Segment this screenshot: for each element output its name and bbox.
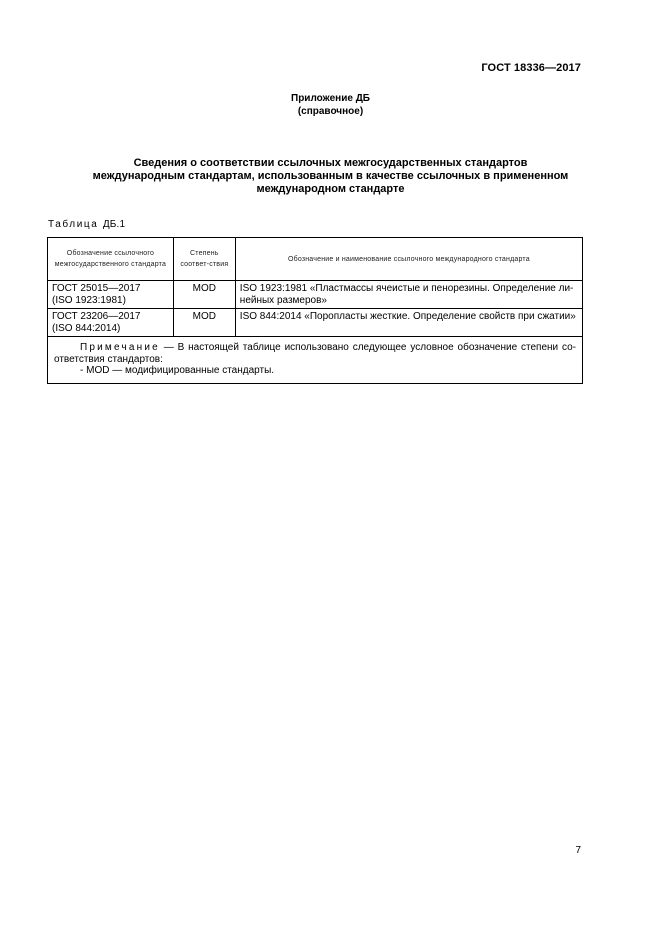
iso-equivalent: (ISO 844:2014) bbox=[52, 322, 121, 334]
column-header-gost: Обозначение ссылочного межгосударственного стандарта bbox=[48, 238, 174, 281]
annex-title: Приложение ДБ bbox=[291, 93, 370, 104]
table-row bbox=[48, 309, 583, 337]
table-caption bbox=[48, 219, 125, 230]
cell-gost bbox=[48, 281, 174, 309]
gost-designation: ГОСТ 25015—2017 bbox=[52, 283, 141, 294]
note-dash: — bbox=[159, 342, 178, 353]
note-text bbox=[54, 342, 576, 365]
annex-subtitle: (справочное) bbox=[297, 106, 364, 117]
cell-international: ISO 1923:1981 «Пластмассы ячеистые и пенорезины. Определение ли-нейных размеров» bbox=[235, 281, 582, 309]
cell-gost bbox=[48, 309, 174, 337]
heading-line-2: международным стандартам, использованным в качестве ссылочных в примененном bbox=[92, 170, 569, 182]
cell-international: ISO 844:2014 «Поропласты жесткие. Определение свойств при сжатии» bbox=[235, 309, 582, 337]
cell-degree: MOD bbox=[173, 281, 235, 309]
table-row bbox=[48, 281, 583, 309]
cell-degree: MOD bbox=[173, 309, 235, 337]
gost-designation: ГОСТ 23206—2017 bbox=[52, 311, 141, 322]
note-label: Примечание bbox=[80, 342, 160, 353]
iso-equivalent: (ISO 1923:1981) bbox=[52, 294, 126, 306]
section-heading bbox=[60, 157, 601, 196]
table-caption-number: ДБ.1 bbox=[102, 219, 126, 230]
note-body: В настоящей таблице использовано следующее условное обозначение степени со-ответствия стандартов: bbox=[54, 342, 576, 365]
table-note bbox=[48, 337, 583, 384]
table-header-row bbox=[48, 238, 583, 281]
annex-block bbox=[0, 92, 661, 118]
column-header-degree: Степень соответ-ствия bbox=[173, 238, 235, 281]
standard-code: ГОСТ 18336—2017 bbox=[481, 62, 581, 74]
note-list-item: - MOD — модифицированные стандарты. bbox=[80, 365, 275, 376]
table-caption-word: Таблица bbox=[48, 219, 99, 230]
heading-line-1: Сведения о соответствии ссылочных межгосударственных стандартов bbox=[133, 157, 528, 169]
column-header-international: Обозначение и наименование ссылочного международного стандарта bbox=[235, 238, 582, 281]
page-number: 7 bbox=[575, 845, 581, 856]
reference-standards-table bbox=[47, 237, 583, 384]
heading-line-3: международном стандарте bbox=[256, 183, 405, 195]
table-note-row bbox=[48, 337, 583, 384]
